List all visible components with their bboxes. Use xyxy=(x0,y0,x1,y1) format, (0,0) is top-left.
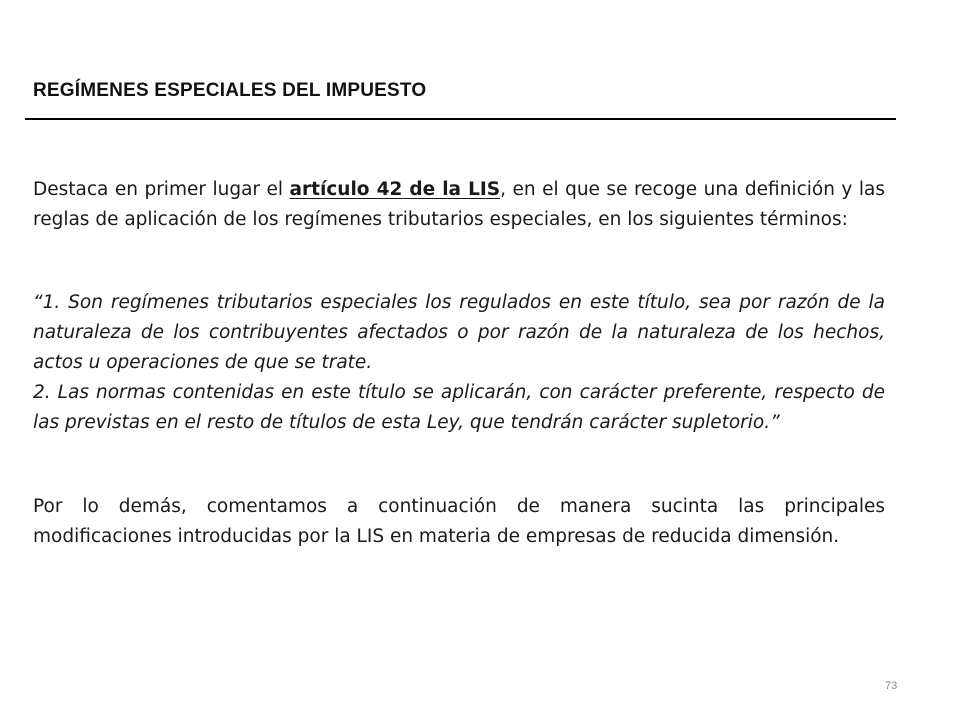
slide-heading: REGÍMENES ESPECIALES DEL IMPUESTO xyxy=(33,80,427,101)
heading-divider xyxy=(25,118,896,120)
quote-item-2: 2. Las normas contenidas en este título se aplicarán, con carácter preferente, respecto de las previstas en el resto de títulos de esta Ley, que tendrán carácter supletorio.” xyxy=(33,382,885,433)
closing-paragraph: Por lo demás, comentamos a continuación de manera sucinta las principales modificaciones introducidas por la LIS en materia de empresas de reducida dimensión. xyxy=(33,496,885,547)
intro-text-after: , en el que se recoge una definición y las reglas de aplicación de los regímenes tributarios especiales, en los siguientes términos: xyxy=(33,179,885,230)
quote-item-1: “1. Son regímenes tributarios especiales los regulados en este título, sea por razón de la naturaleza de los contribuyentes afectados o por razón de la naturaleza de los hechos, actos u operaciones de que se trate. xyxy=(33,292,885,373)
intro-paragraph xyxy=(33,175,885,235)
intro-text-before: Destaca en primer lugar el xyxy=(33,179,290,200)
article-reference: artículo 42 de la LIS xyxy=(289,179,501,200)
page-number: 73 xyxy=(885,680,898,692)
